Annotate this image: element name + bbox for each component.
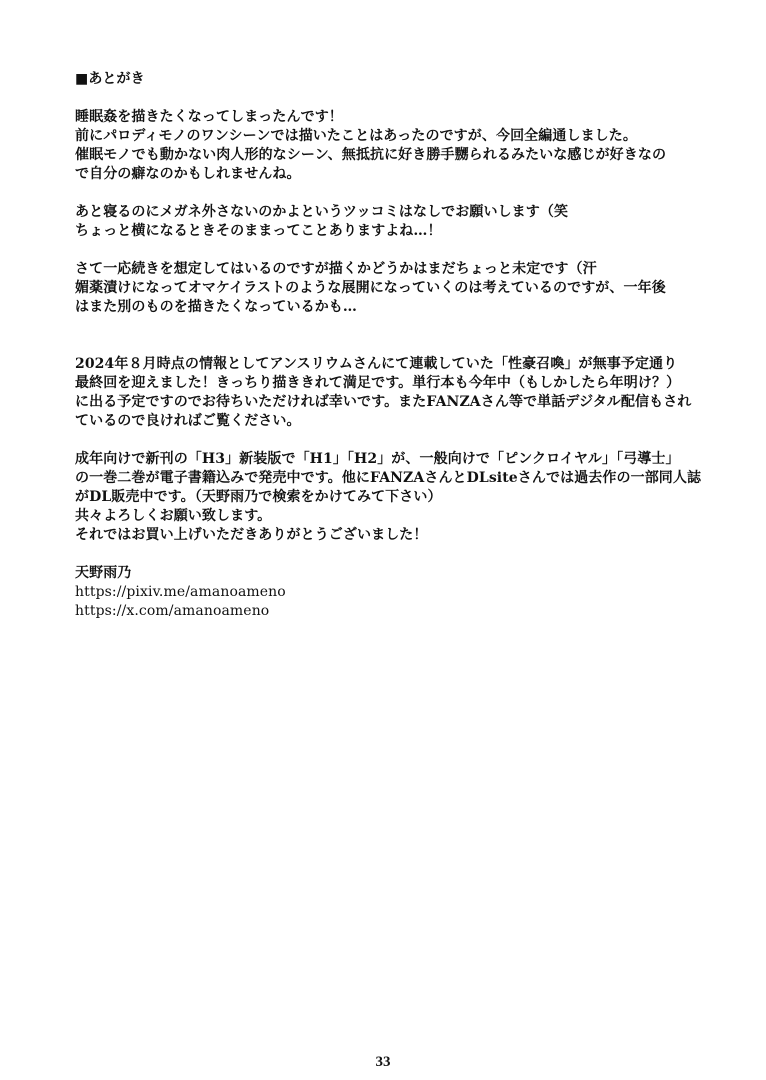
text-line: 催眠モノでも動かない肉人形的なシーン、無抵抗に好き勝手嬲られるみたいな感じが好きなの	[75, 147, 667, 163]
text-line: 成年向けで新刊の「H3」新装版で「H1」「H2」が、一般向けで「ピンクロイヤル」「弓導士」	[75, 451, 680, 467]
text-line: さて一応続きを想定してはいるのですが描くかどうかはまだちょっと未定です（汗	[75, 261, 597, 277]
x-link: https://x.com/amanoameno	[75, 603, 270, 619]
author-name: 天野雨乃	[75, 565, 132, 581]
text-line: 媚薬漬けになってオマケイラストのような展開になっていくのは考えているのですが、一年後	[75, 280, 666, 296]
afterword-content	[75, 70, 715, 621]
paragraph-5	[75, 450, 715, 545]
text-line: に出る予定ですのでお待ちいただければ幸いです。またFANZAさん等で単話デジタル配信もされ	[75, 394, 692, 410]
text-line: それではお買い上げいただきありがとうございました！	[75, 527, 428, 543]
text-line: 最終回を迎えました！きっちり描ききれて満足です。単行本も今年中（もしかしたら年明け？）	[75, 375, 681, 391]
author-block	[75, 564, 715, 621]
text-line: 2024年８月時点の情報としてアンスリウムさんにて連載していた「性豪召喚」が無事予定通り	[75, 356, 678, 372]
text-line: で自分の癖なのかもしれませんね。	[75, 166, 301, 182]
afterword-heading: ■あとがき	[75, 71, 145, 87]
text-line: の一巻二巻が電子書籍込みで発売中です。他にFANZAさんとDLsiteさんでは過去作の一部同人誌	[75, 470, 702, 486]
paragraph-3	[75, 260, 715, 317]
paragraph-1	[75, 108, 715, 184]
page-number: 33	[375, 1054, 391, 1070]
paragraph-2	[75, 203, 715, 241]
text-line: がDL販売中です。（天野雨乃で検索をかけてみて下さい）	[75, 489, 442, 505]
text-line: ちょっと横になるときそのままってことありますよね…！	[75, 223, 442, 239]
text-line: 睡眠姦を描きたくなってしまったんです！	[75, 109, 343, 125]
text-line: 前にパロディモノのワンシーンでは描いたことはあったのですが、今回全編通しました。	[75, 128, 637, 144]
pixiv-link: https://pixiv.me/amanoameno	[75, 584, 286, 600]
text-line: あと寝るのにメガネ外さないのかよというツッコミはなしでお願いします（笑	[75, 204, 569, 220]
paragraph-4	[75, 355, 715, 431]
text-line: ているので良ければご覧ください。	[75, 413, 301, 429]
text-line: はまた別のものを描きたくなっているかも…	[75, 299, 357, 315]
text-line: 共々よろしくお願い致します。	[75, 508, 272, 524]
